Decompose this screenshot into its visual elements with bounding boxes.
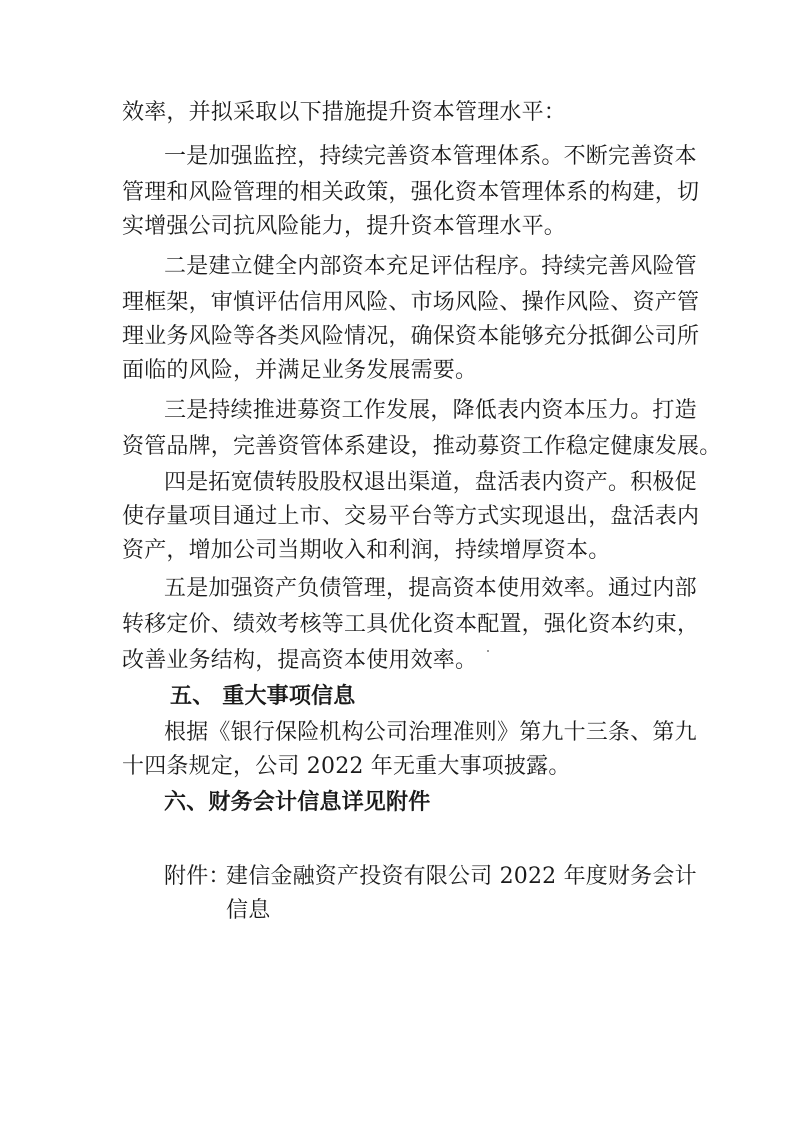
body-line-6: 理框架，审慎评估信用风险、市场风险、操作风险、资产管	[122, 290, 700, 315]
body-line-11: 四是拓宽债转股股权退出渠道，盘活表内资产。积极促	[164, 470, 697, 495]
body-line-9: 三是持续推进募资工作发展，降低表内资本压力。打造	[164, 398, 697, 423]
scan-speck	[487, 650, 489, 652]
body-line-1: 效率，并拟采取以下措施提升资本管理水平：	[122, 100, 567, 125]
body-line-8: 面临的风险，并满足业务发展需要。	[122, 358, 478, 383]
section-5-line-2: 十四条规定，公司 2022 年无重大事项披露。	[122, 754, 571, 779]
body-line-13: 资产，增加公司当期收入和利润，持续增厚资本。	[122, 538, 611, 563]
body-line-16: 改善业务结构，提高资本使用效率。	[122, 648, 478, 673]
body-line-5: 二是建立健全内部资本充足评估程序。持续完善风险管	[164, 254, 697, 279]
body-line-15: 转移定价、绩效考核等工具优化资本配置，强化资本约束，	[122, 612, 700, 637]
body-line-14: 五是加强资产负债管理，提高资本使用效率。通过内部	[164, 576, 697, 601]
body-line-3: 管理和风险管理的相关政策，强化资本管理体系的构建，切	[122, 180, 700, 205]
attachment-title-line-1: 建信金融资产投资有限公司 2022 年度财务会计	[226, 864, 697, 889]
section-6-heading: 六、财务会计信息详见附件	[164, 790, 431, 815]
body-line-2: 一是加强监控，持续完善资本管理体系。不断完善资本	[164, 144, 697, 169]
section-5-line-1: 根据《银行保险机构公司治理准则》第九十三条、第九	[164, 720, 697, 745]
attachment-label: 附件：	[164, 864, 231, 889]
body-line-10: 资管品牌，完善资管体系建设，推动募资工作稳定健康发展。	[122, 434, 722, 459]
body-line-12: 使存量项目通过上市、交易平台等方式实现退出，盘活表内	[122, 504, 700, 529]
section-5-heading: 五、 重大事项信息	[170, 684, 356, 709]
body-line-4: 实增强公司抗风险能力，提升资本管理水平。	[122, 214, 567, 239]
body-line-7: 理业务风险等各类风险情况，确保资本能够充分抵御公司所	[122, 324, 700, 349]
attachment-title-line-2: 信息	[226, 898, 271, 923]
